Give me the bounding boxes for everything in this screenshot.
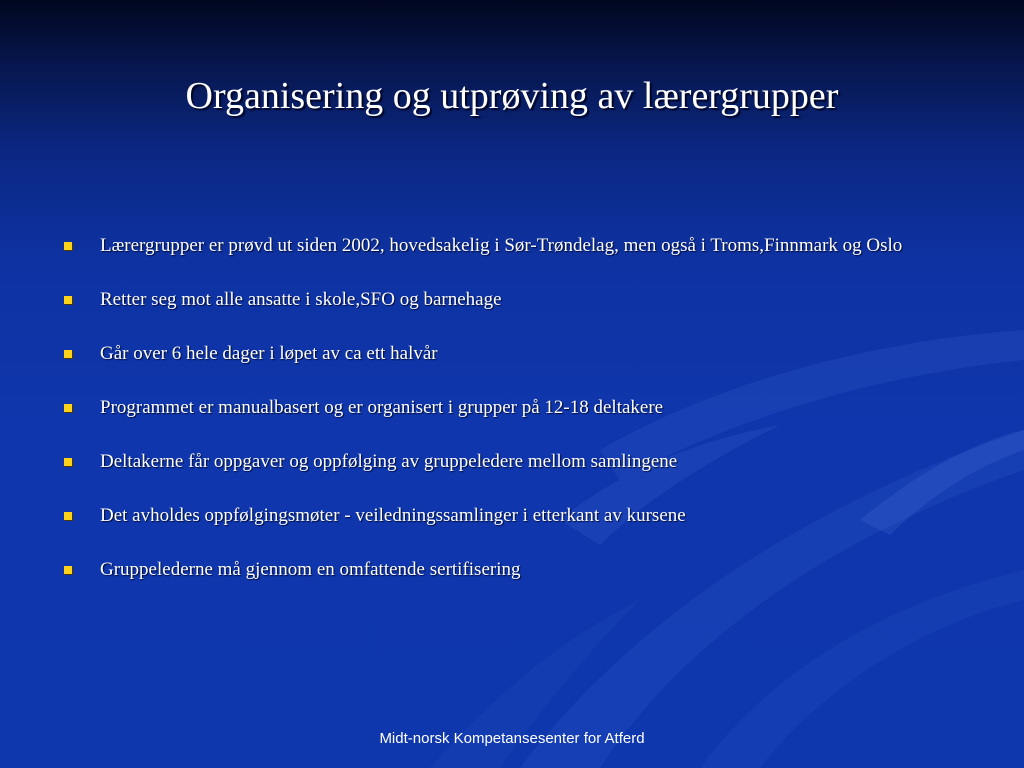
bullet-list: [62, 235, 962, 613]
square-bullet-icon: [64, 458, 72, 466]
bullet-text: Gruppelederne må gjennom en omfattende sertifisering: [100, 559, 521, 580]
bullet-text: Retter seg mot alle ansatte i skole,SFO og barnehage: [100, 289, 502, 310]
bullet-item: [62, 559, 962, 581]
square-bullet-icon: [64, 296, 72, 304]
square-bullet-icon: [64, 512, 72, 520]
bullet-item: [62, 289, 962, 311]
slide-footer: Midt-norsk Kompetansesenter for Atferd: [379, 730, 645, 747]
bullet-item: [62, 343, 962, 365]
bullet-item: [62, 505, 962, 527]
slide-title: Organisering og utprøving av lærergrupper: [185, 75, 839, 117]
bullet-text: Lærergrupper er prøvd ut siden 2002, hovedsakelig i Sør-Trøndelag, men også i Troms,Finnmark og Oslo: [100, 235, 903, 256]
bullet-item: [62, 235, 962, 257]
square-bullet-icon: [64, 350, 72, 358]
square-bullet-icon: [64, 566, 72, 574]
square-bullet-icon: [64, 404, 72, 412]
bullet-item: [62, 397, 962, 419]
bullet-item: [62, 451, 962, 473]
bullet-text: Deltakerne får oppgaver og oppfølging av gruppeledere mellom samlingene: [100, 451, 678, 472]
bullet-text: Det avholdes oppfølgingsmøter - veiledningssamlinger i etterkant av kursene: [100, 505, 686, 526]
square-bullet-icon: [64, 242, 72, 250]
bullet-text: Programmet er manualbasert og er organisert i grupper på 12-18 deltakere: [100, 397, 664, 418]
bullet-text: Går over 6 hele dager i løpet av ca ett halvår: [100, 343, 438, 364]
